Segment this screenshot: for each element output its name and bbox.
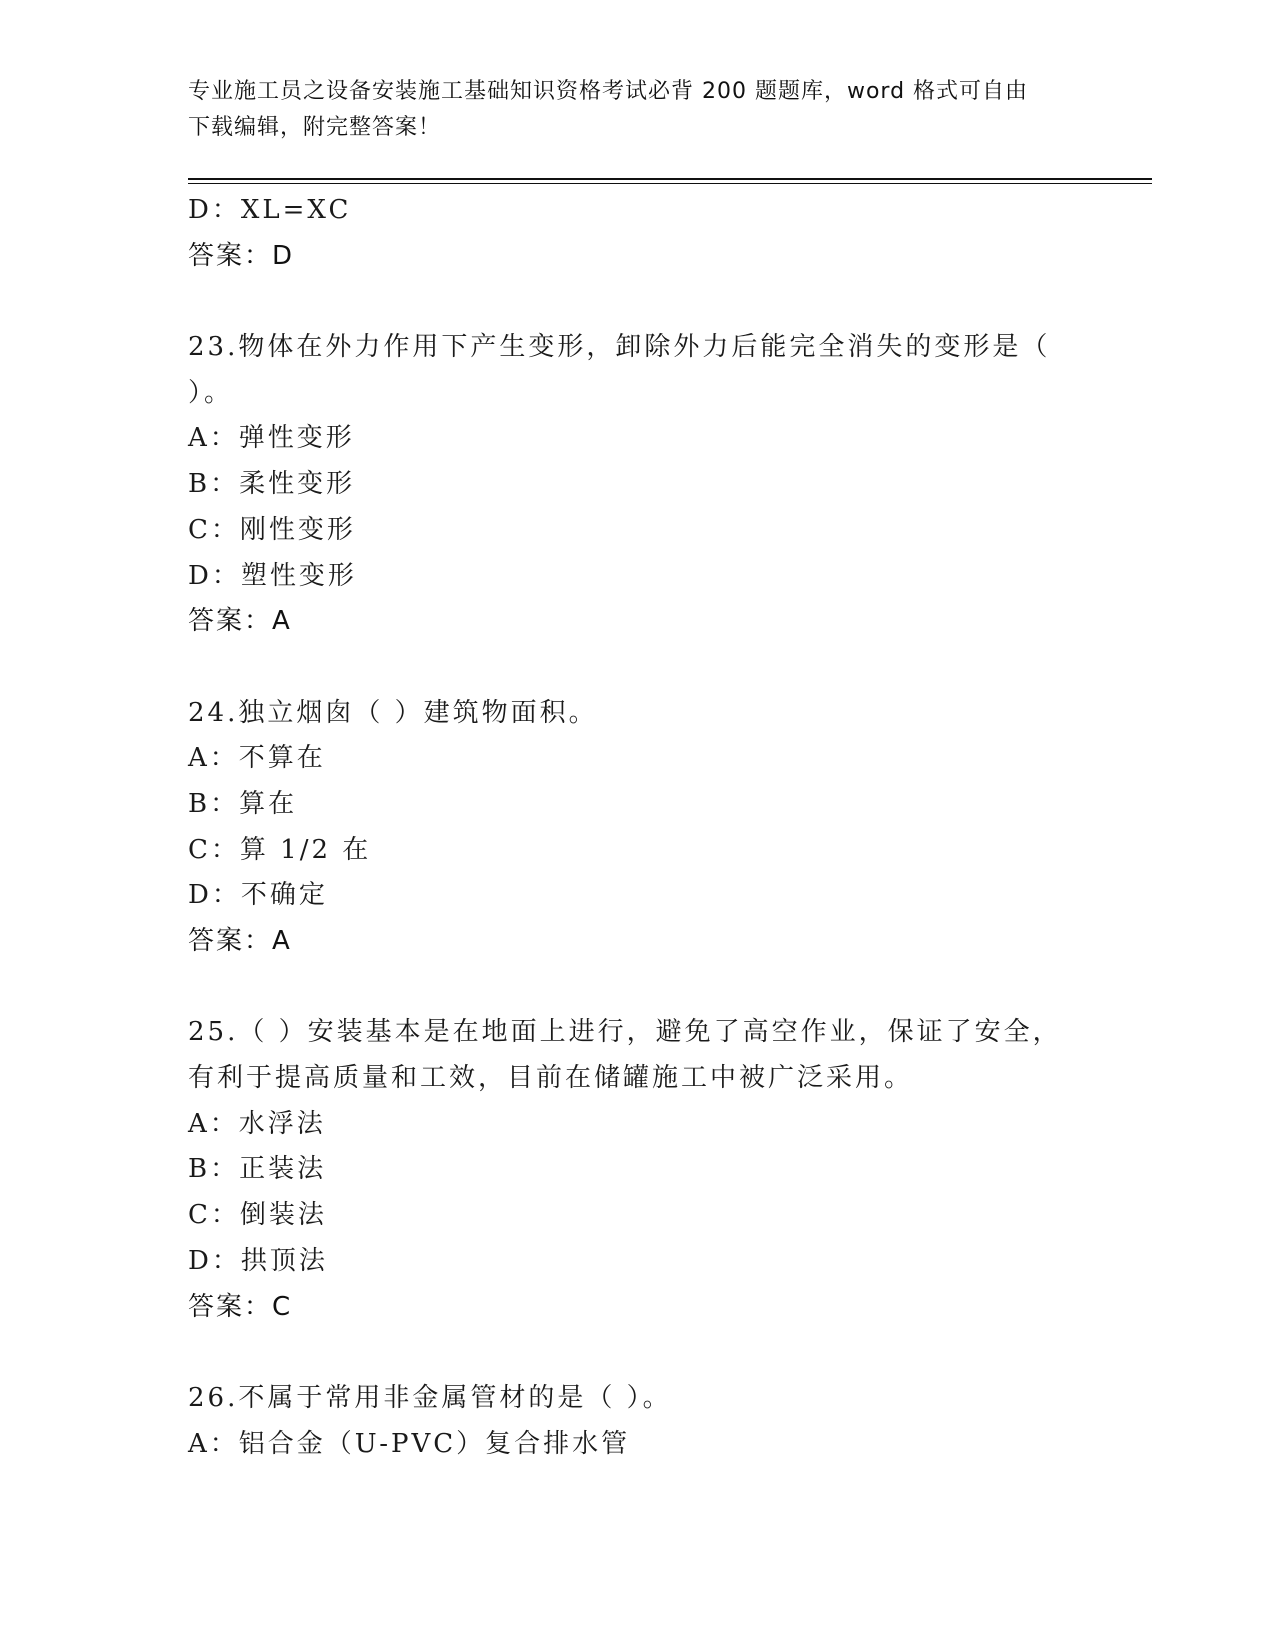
option-d: D：XL=XC	[188, 195, 352, 225]
header-line-2: 下载编辑，附完整答案！	[188, 115, 442, 140]
option-a: A：弹性变形	[188, 423, 355, 454]
option-c: C：倒装法	[188, 1200, 327, 1231]
question-24	[188, 691, 1088, 1011]
answer-line: 答案：C	[188, 1291, 293, 1322]
spacer	[188, 965, 1088, 1011]
document-header	[188, 74, 1068, 146]
header-line-1: 专业施工员之设备安装施工基础知识资格考试必背 200 题题库，word 格式可自由	[188, 79, 1029, 104]
spacer	[188, 279, 1088, 325]
option-d: D：不确定	[188, 880, 328, 911]
question-stem: 25.（ ）安装基本是在地面上进行，避免了高空作业，保证了安全，	[188, 1017, 1062, 1048]
answer-line: 答案：A	[188, 926, 292, 956]
question-stem: 23.物体在外力作用下产生变形，卸除外力后能完全消失的变形是（	[188, 332, 1051, 363]
header-rule-thick	[188, 178, 1152, 180]
question-26	[188, 1376, 1088, 1467]
option-c: C：算 1/2 在	[188, 834, 372, 865]
question-stem: 有利于提高质量和工效，目前在储罐施工中被广泛采用。	[188, 1063, 914, 1094]
option-d: D：塑性变形	[188, 560, 357, 591]
option-c: C：刚性变形	[188, 514, 356, 545]
option-b: B：柔性变形	[188, 469, 356, 500]
option-a: A：铝合金（U-PVC）复合排水管	[188, 1428, 631, 1459]
spacer	[188, 1330, 1088, 1376]
option-d: D：拱顶法	[188, 1245, 328, 1276]
question-25	[188, 1010, 1088, 1376]
question-stem: 24.独立烟囱（ ）建筑物面积。	[188, 697, 598, 728]
question-23	[188, 325, 1088, 691]
spacer	[188, 645, 1088, 691]
question-stem: 26.不属于常用非金属管材的是（ ）。	[188, 1382, 672, 1413]
option-a: A：水浮法	[188, 1108, 326, 1139]
answer-line: 答案：D	[188, 240, 295, 271]
option-b: B：算在	[188, 788, 298, 819]
option-a: A：不算在	[188, 743, 326, 774]
option-b: B：正装法	[188, 1154, 327, 1185]
header-rule-thin	[188, 183, 1152, 184]
question-body	[188, 188, 1088, 1467]
answer-line: 答案：A	[188, 606, 292, 637]
question-stem: ）。	[188, 377, 234, 408]
